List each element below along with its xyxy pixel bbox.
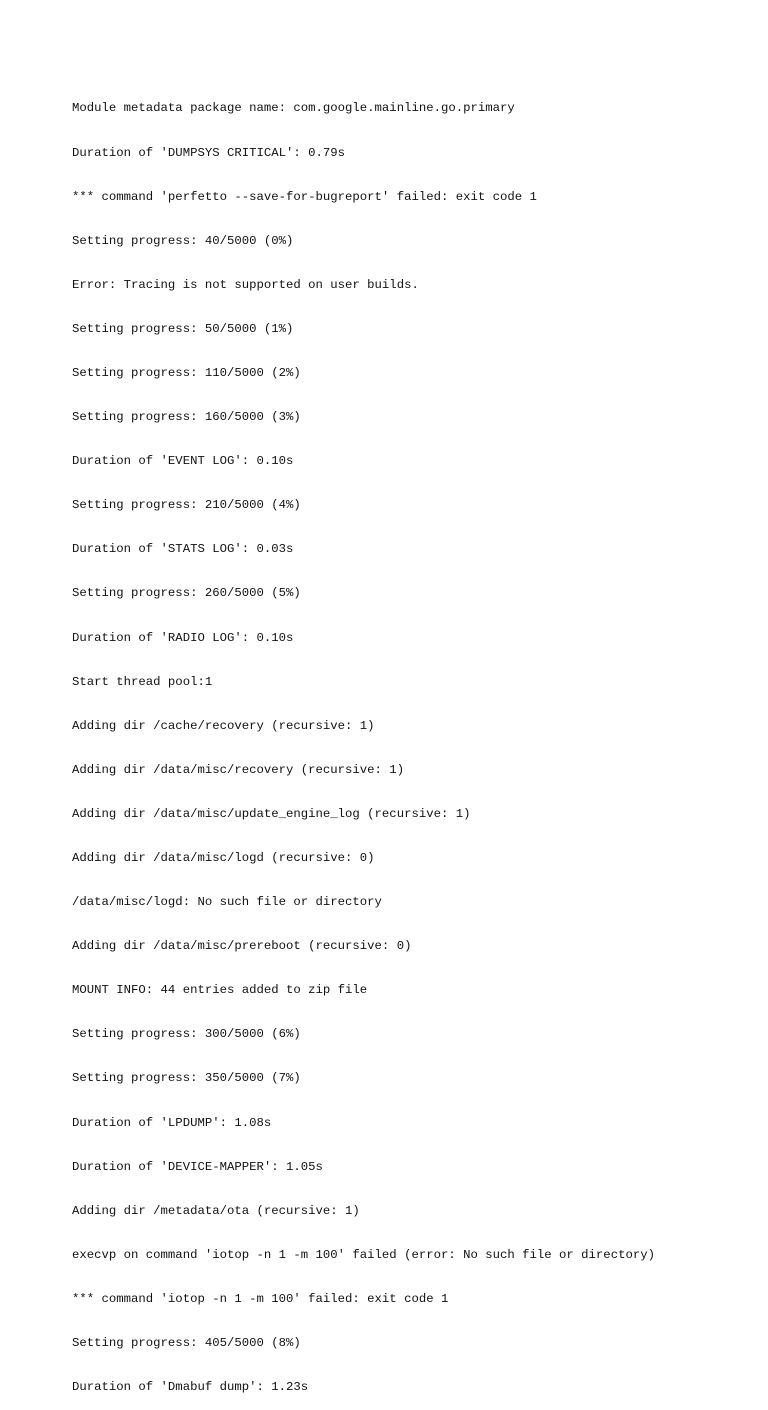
log-line: Setting progress: 40/5000 (0%) bbox=[72, 233, 294, 248]
log-line: Duration of 'RADIO LOG': 0.10s bbox=[72, 630, 294, 645]
log-line: Setting progress: 350/5000 (7%) bbox=[72, 1071, 301, 1086]
log-line: Setting progress: 160/5000 (3%) bbox=[72, 410, 301, 425]
log-line: Duration of 'EVENT LOG': 0.10s bbox=[72, 454, 294, 469]
log-line: Setting progress: 405/5000 (8%) bbox=[72, 1336, 301, 1351]
log-line: *** command 'perfetto --save-for-bugreport' failed: exit code 1 bbox=[72, 189, 537, 204]
log-line: Duration of 'LPDUMP': 1.08s bbox=[72, 1115, 272, 1130]
log-line: Duration of 'Dmabuf dump': 1.23s bbox=[72, 1380, 309, 1395]
log-line: Adding dir /data/misc/recovery (recursive: 1) bbox=[72, 762, 405, 777]
log-line: Setting progress: 260/5000 (5%) bbox=[72, 586, 301, 601]
log-line: Duration of 'DEVICE-MAPPER': 1.05s bbox=[72, 1159, 323, 1174]
log-line: Adding dir /data/misc/prereboot (recursive: 0) bbox=[72, 939, 412, 954]
log-line: Adding dir /cache/recovery (recursive: 1) bbox=[72, 718, 375, 733]
log-line: Setting progress: 50/5000 (1%) bbox=[72, 321, 294, 336]
log-line: Setting progress: 110/5000 (2%) bbox=[72, 365, 301, 380]
log-output bbox=[72, 72, 762, 1410]
log-line: Adding dir /data/misc/logd (recursive: 0) bbox=[72, 851, 375, 865]
log-line: Adding dir /data/misc/update_engine_log (recursive: 1) bbox=[72, 806, 471, 821]
log-line: Adding dir /metadata/ota (recursive: 1) bbox=[72, 1203, 360, 1218]
log-line: Module metadata package name: com.google.mainline.go.primary bbox=[72, 101, 515, 116]
log-line: /data/misc/logd: No such file or directory bbox=[72, 895, 382, 910]
log-line: execvp on command 'iotop -n 1 -m 100' failed (error: No such file or directory) bbox=[72, 1247, 655, 1262]
log-line: *** command 'iotop -n 1 -m 100' failed: exit code 1 bbox=[72, 1291, 449, 1306]
log-line: Setting progress: 210/5000 (4%) bbox=[72, 498, 301, 513]
log-line: Duration of 'DUMPSYS CRITICAL': 0.79s bbox=[72, 145, 346, 160]
log-line: Error: Tracing is not supported on user builds. bbox=[72, 277, 419, 292]
log-line: Setting progress: 300/5000 (6%) bbox=[72, 1027, 301, 1042]
log-line: MOUNT INFO: 44 entries added to zip file bbox=[72, 983, 368, 998]
log-line: Start thread pool:1 bbox=[72, 674, 213, 689]
log-line: Duration of 'STATS LOG': 0.03s bbox=[72, 542, 294, 557]
